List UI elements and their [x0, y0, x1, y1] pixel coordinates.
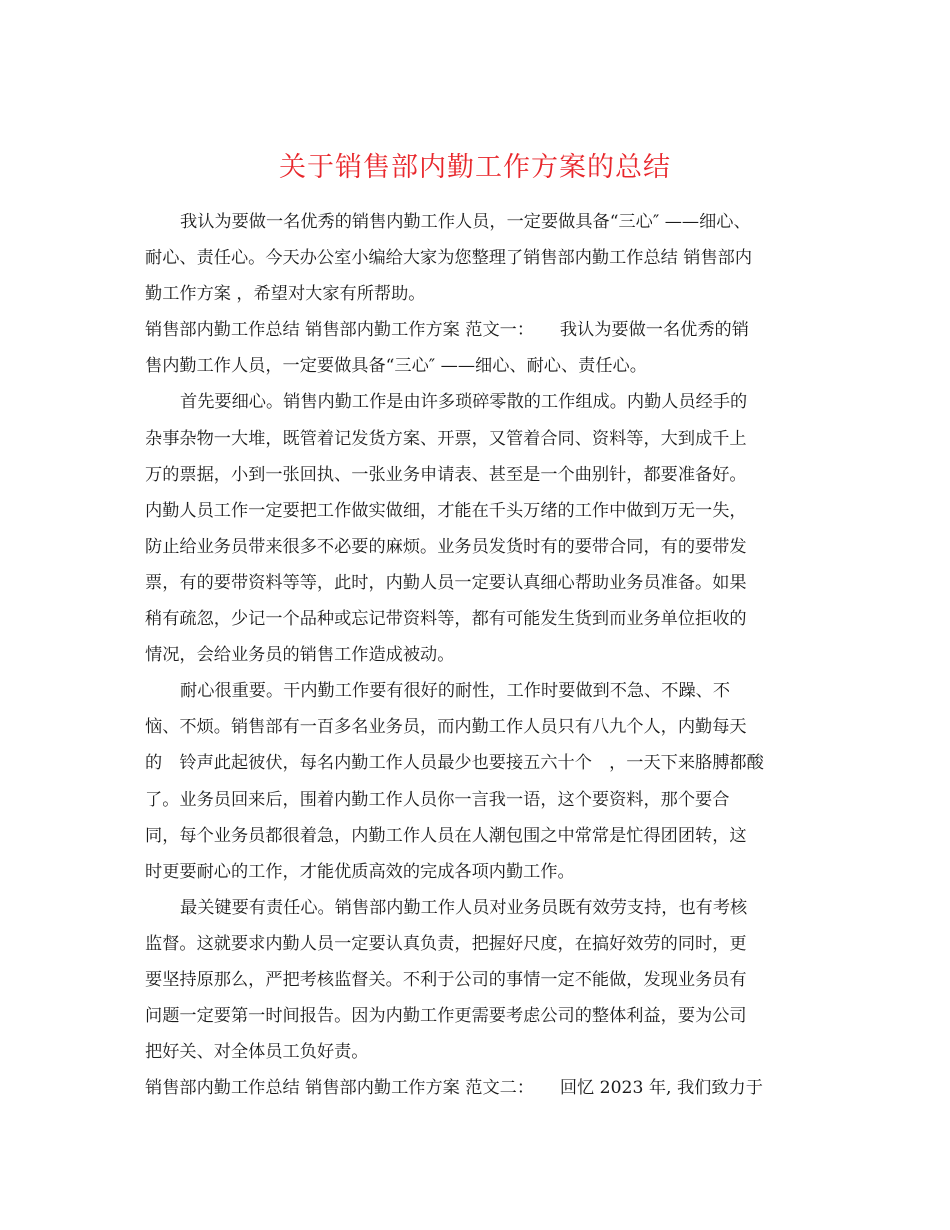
text-line: 售内勤工作人员，一定要做具备“三心″ ——细心、耐心、责任心。 [145, 356, 647, 377]
text-line: 稍有疏忽，少记一个品种或忘记带资料等，都有可能发生货到而业务单位拒收的 [145, 609, 747, 630]
paragraph-attentiveness [145, 384, 807, 673]
text-line: 问题一定要第一时间报告。因为内勤工作更需要考虑公司的整体利益，要为公司 [145, 1006, 747, 1027]
text-line: 监督。这就要求内勤人员一定要认真负责，把握好尺度，在搞好效劳的同时，更 [145, 933, 747, 954]
text-line: 耐心很重要。干内勤工作要有很好的耐性，工作时要做到不急、不躁、不 [180, 681, 731, 702]
paragraph-intro [145, 204, 807, 312]
text-line: 票，有的要带资料等等，此时，内勤人员一定要认真细心帮助业务员准备。如果 [145, 572, 747, 593]
document-title: 关于销售部内勤工作方案的总结 [279, 152, 671, 184]
paragraph-responsibility [145, 890, 807, 1070]
text-line: 销售部内勤工作总结 销售部内勤工作方案 范文二： 回忆 2023 年, 我们致力于 [145, 1078, 763, 1099]
text-line: 防止给业务员带来很多不必要的麻烦。业务员发货时有的要带合同，有的要带发 [145, 536, 747, 557]
paragraph-sample-one-heading [145, 312, 807, 384]
text-line: 销售部内勤工作总结 销售部内勤工作方案 范文一： 我认为要做一名优秀的销 [145, 320, 749, 341]
text-line: 耐心、责任心。今天办公室小编给大家为您整理了销售部内勤工作总结 销售部内 [145, 248, 753, 269]
paragraph-patience [145, 673, 807, 890]
text-line: 我认为要做一名优秀的销售内勤工作人员，一定要做具备“三心″ ——细心、 [180, 212, 751, 232]
document-body [145, 204, 807, 1106]
text-line: 把好关、对全体员工负好责。 [145, 1042, 369, 1063]
text-line: 勤工作方案 ，希望对大家有所帮助。 [145, 284, 426, 305]
text-line: 的 铃声此起彼伏，每名内勤工作人员最少也要接五六十个 ，一天下来胳膊都酸 [145, 753, 764, 774]
text-line: 最关键要有责任心。销售部内勤工作人员对业务员既有效劳支持，也有考核 [180, 897, 748, 918]
paragraph-sample-two-heading [145, 1070, 807, 1106]
text-line: 要坚持原那么，严把考核监督关。不利于公司的事情一定不能做，发现业务员有 [145, 969, 747, 990]
text-line: 首先要细心。销售内勤工作是由许多琐碎零散的工作组成。内勤人员经手的 [180, 392, 748, 413]
text-line: 万的票据，小到一张回执、一张业务申请表、甚至是一个曲别针，都要准备好。 [145, 464, 747, 485]
text-line: 时更要耐心的工作，才能优质高效的完成各项内勤工作。 [145, 861, 575, 882]
text-line: 恼、不烦。销售部有一百多名业务员，而内勤工作人员只有八九个人，内勤每天 [145, 717, 747, 738]
text-line: 情况，会给业务员的销售工作造成被动。 [145, 645, 455, 666]
text-line: 内勤人员工作一定要把工作做实做细，才能在千头万绪的工作中做到万无一失， [145, 500, 747, 521]
text-line: 杂事杂物一大堆，既管着记发货方案、开票，又管着合同、资料等，大到成千上 [145, 428, 747, 449]
text-line: 了。业务员回来后，围着内勤工作人员你一言我一语，这个要资料，那个要合 [145, 789, 730, 810]
text-line: 同，每个业务员都很着急，内勤工作人员在人潮包围之中常常是忙得团团转，这 [145, 825, 747, 846]
